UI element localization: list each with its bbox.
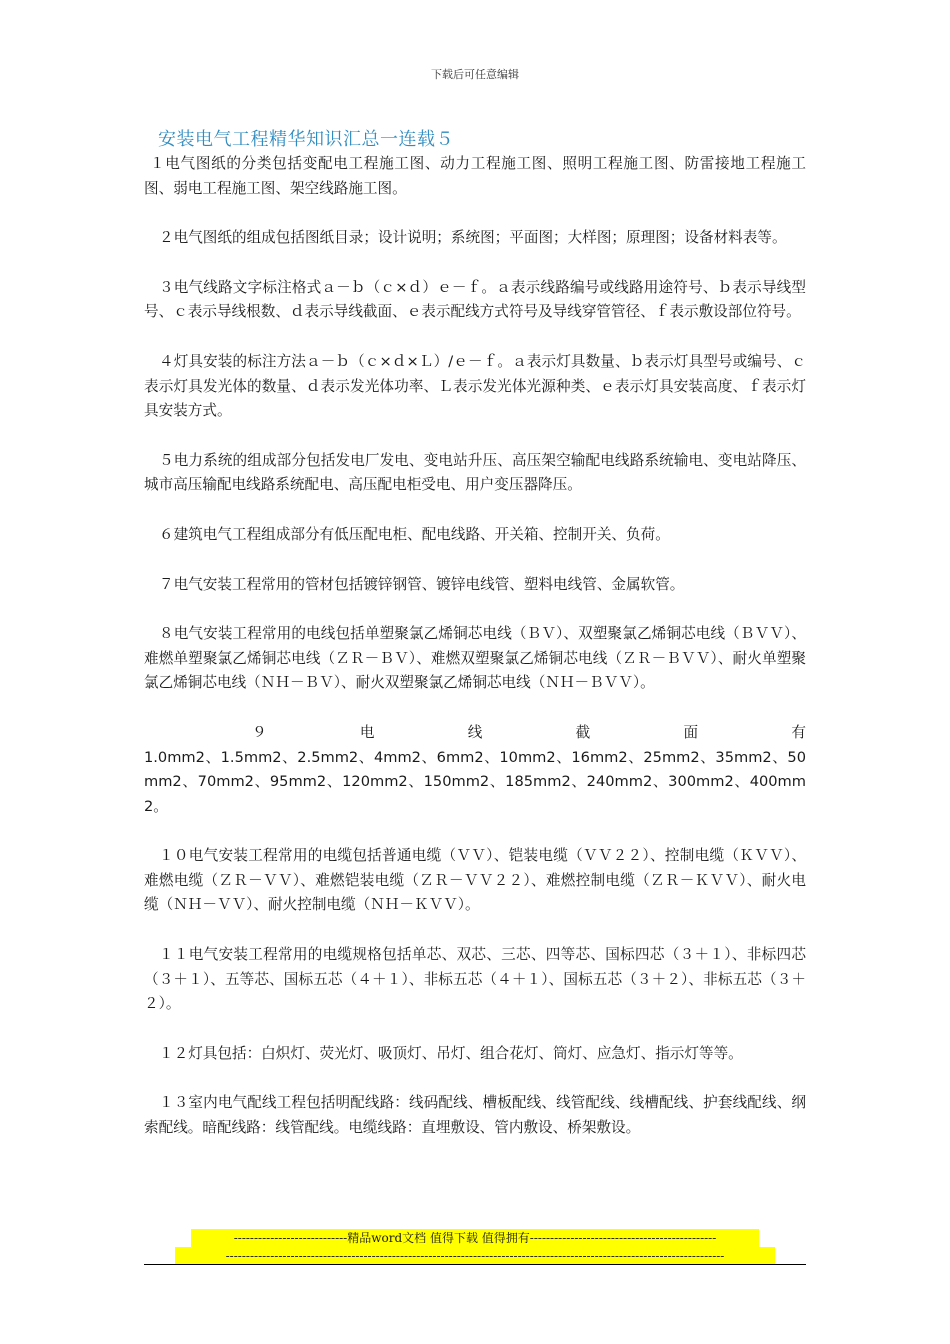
paragraph-9-sizes: 1.0mm2、1.5mm2、2.5mm2、4mm2、6mm2、10mm2、16mm2、25mm2、35mm2、50mm2、70mm2、95mm2、120mm2、150mm2、185mm2、240mm2、300mm2、400mm2。 <box>144 748 806 815</box>
paragraph-9 <box>144 721 806 819</box>
paragraph-5: ５电力系统的组成部分包括发电厂发电、变电站升压、高压架空输配电线路系统输电、变电站降压、城市高压输配电线路系统配电、高压配电柜受电、用户变压器降压。 <box>144 451 806 494</box>
paragraph-9-word: ９ <box>252 723 267 741</box>
paragraph-4: ４灯具安装的标注方法ａ－ｂ（ｃ×ｄ×Ｌ）/ｅ－ｆ。ａ表示灯具数量、ｂ表示灯具型号或编号、ｃ表示灯具发光体的数量、ｄ表示发光体功率、Ｌ表示发光体光源种类、ｅ表示灯具安装高度、ｆ表示灯具安装方式。 <box>144 352 806 420</box>
paragraph-2: ２电气图纸的组成包括图纸目录；设计说明；系统图；平面图；大样图；原理图；设备材料表等。 <box>159 229 787 247</box>
paragraph-9-word: 有 <box>791 723 806 741</box>
paragraph-7: ７电气安装工程常用的管材包括镀锌钢管、镀锌电线管、塑料电线管、金属软管。 <box>159 575 685 593</box>
paragraph-9-word: 线 <box>467 723 483 741</box>
paragraph-8: ８电气安装工程常用的电线包括单塑聚氯乙烯铜芯电线（ＢＶ）、双塑聚氯乙烯铜芯电线（ＢＶＶ）、难燃单塑聚氯乙烯铜芯电线（ＺＲ－ＢＶ）、难燃双塑聚氯乙烯铜芯电线（ＺＲ－ＢＶＶ）、耐火单塑聚氯乙烯铜芯电线（ＮＨ－ＢＶ）、耐火双塑聚氯乙烯铜芯电线（ＮＨ－ＢＶＶ）。 <box>144 625 806 692</box>
paragraph-11: １１电气安装工程常用的电缆规格包括单芯、双芯、三芯、四等芯、国标四芯（３＋１）、非标四芯（３＋１）、五等芯、国标五芯（４＋１）、非标五芯（４＋１）、国标五芯（３＋２）、非标五芯（３＋２）。 <box>144 946 806 1013</box>
paragraph-9-lead <box>144 721 806 746</box>
document-body <box>144 152 806 1166</box>
paragraph-13: １３室内电气配线工程包括明配线路：线码配线、槽板配线、线管配线、线槽配线、护套线配线、纲索配线。暗配线路：线管配线。电缆线路：直埋敷设、管内敷设、桥架敷设。 <box>144 1094 806 1137</box>
paragraph-10: １０电气安装工程常用的电缆包括普通电缆（ＶＶ）、铠装电缆（ＶＶ２２）、控制电缆（ＫＶＶ）、难燃电缆（ＺＲ－ＶＶ）、难燃铠装电缆（ＺＲ－ＶＶ２２）、难燃控制电缆（ＺＲ－ＫＶＶ）、耐火电缆（ＮＨ－ＶＶ）、耐火控制电缆（ＮＨ－ＫＶＶ）。 <box>144 847 806 914</box>
paragraph-9-word: 面 <box>683 723 699 741</box>
header-note: 下载后可任意编辑 <box>431 68 519 81</box>
footer-banner <box>144 1229 806 1265</box>
paragraph-3: ３电气线路文字标注格式ａ－ｂ（ｃ×ｄ）ｅ－ｆ。ａ表示线路编号或线路用途符号、ｂ表示导线型号、ｃ表示导线根数、ｄ表示导线截面、ｅ表示配线方式符号及导线穿管管径、ｆ表示敷设部位符号。 <box>144 278 806 321</box>
paragraph-12: １２灯具包括：白炽灯、荧光灯、吸顶灯、吊灯、组合花灯、筒灯、应急灯、指示灯等等。 <box>159 1044 743 1062</box>
paragraph-9-word: 电 <box>359 723 375 741</box>
paragraph-9-word: 截 <box>575 723 591 741</box>
document-title: 安装电气工程精华知识汇总一连载５ <box>158 129 454 150</box>
footer-banner-line-1: ----------------------------精品word文档 值得下载 值得拥有---------------------------------------------- <box>191 1229 759 1247</box>
paragraph-6: ６建筑电气工程组成部分有低压配电柜、配电线路、开关箱、控制开关、负荷。 <box>159 525 670 543</box>
footer-banner-line-2: --------------------------------------------------------------------------------------------------------------------------- <box>175 1247 775 1265</box>
paragraph-1: １电气图纸的分类包括变配电工程施工图、动力工程施工图、照明工程施工图、防雷接地工程施工图、弱电工程施工图、架空线路施工图。 <box>144 155 806 197</box>
footer-rule <box>144 1264 806 1265</box>
